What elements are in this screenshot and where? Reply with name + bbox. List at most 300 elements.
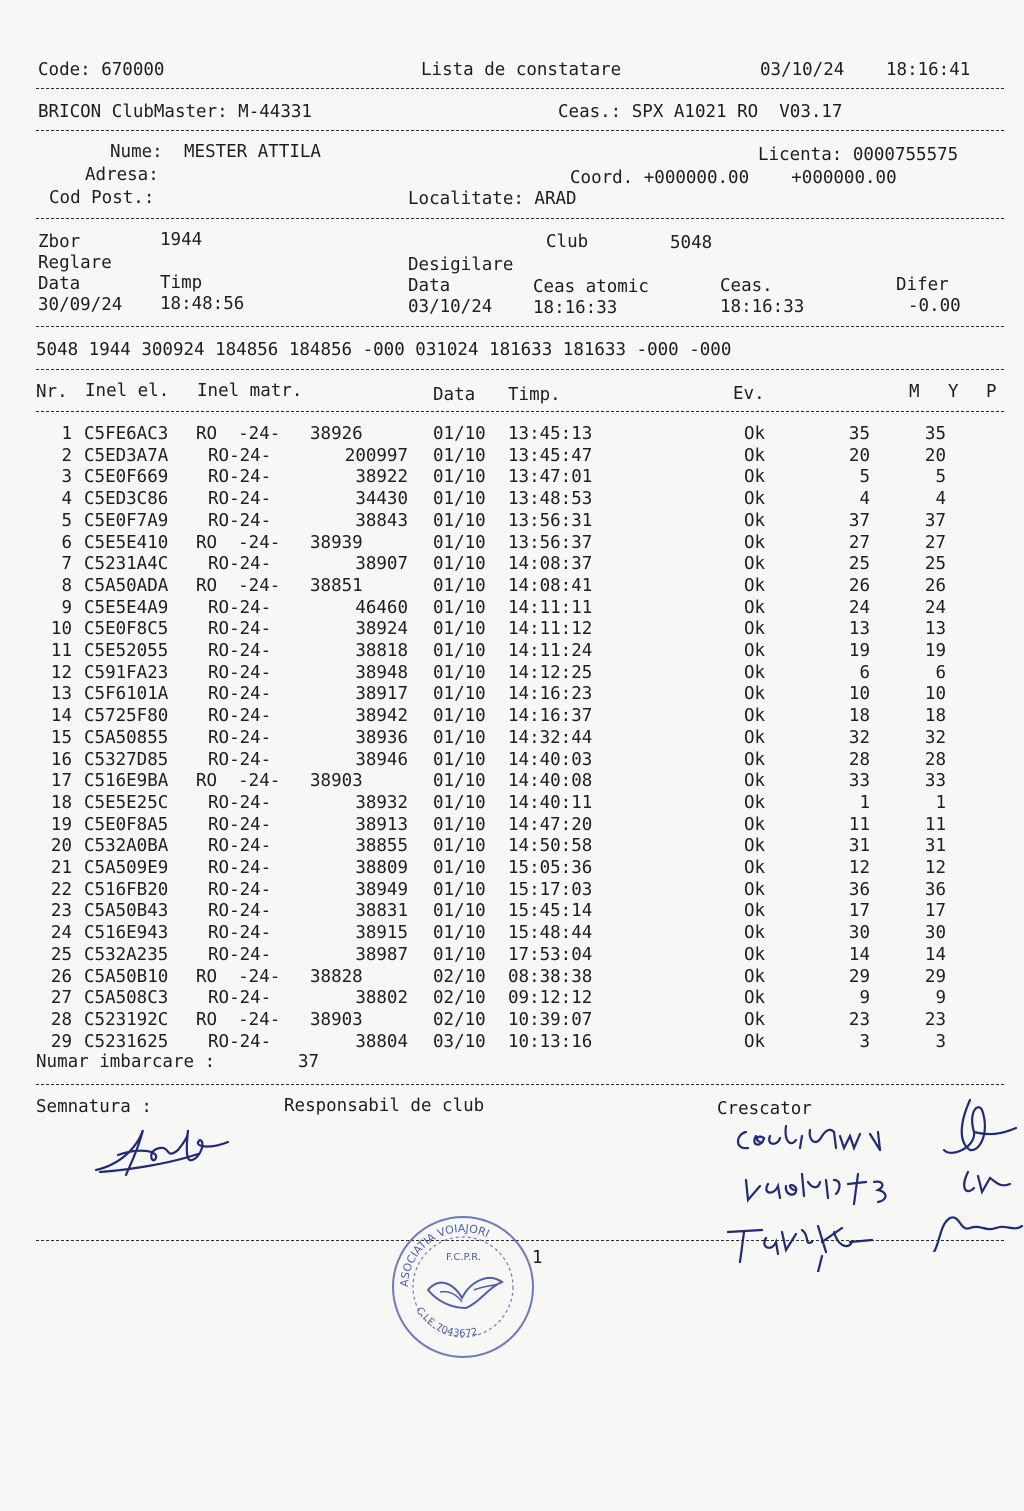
row-nr: 9 (61, 597, 72, 618)
svg-text:C.I.F. 7043672 (413, 1305, 478, 1339)
row-inel-prefix: RO -24- (196, 575, 281, 596)
row-time: 13:45:47 (508, 445, 593, 466)
table-row (0, 771, 1024, 793)
row-y: 19 (924, 641, 946, 661)
row-inel-prefix: RO-24- (208, 597, 272, 618)
row-inel-matr: 38917 (355, 684, 408, 705)
row-inel-prefix: RO-24- (208, 988, 272, 1009)
row-m: 24 (848, 597, 870, 618)
row-date: 01/10 (433, 510, 486, 531)
row-inel-el: C5E5E25C (84, 792, 169, 813)
row-inel-prefix: RO-24- (208, 944, 272, 965)
row-date: 01/10 (433, 858, 486, 878)
row-time: 13:45:13 (508, 424, 593, 444)
row-time: 14:40:08 (508, 771, 593, 792)
reglare-label: Reglare (38, 253, 112, 273)
document-title: Lista de constatare (421, 60, 622, 80)
col-timp: Timp. (508, 385, 561, 405)
flight-label: Zbor (38, 232, 81, 252)
row-y: 1 (935, 792, 946, 813)
row-inel-prefix: RO -24- (196, 424, 281, 444)
row-date: 01/10 (433, 684, 486, 705)
divider (36, 411, 1004, 412)
row-m: 26 (848, 575, 870, 596)
row-y: 35 (924, 424, 946, 444)
table-row (0, 576, 1024, 598)
row-time: 14:40:03 (508, 749, 593, 770)
stamp-text-top: ASOCIATIA VOIAJORI (397, 1221, 492, 1288)
row-inel-matr: 38903 (310, 771, 363, 792)
row-ev: Ok (744, 923, 766, 944)
ceas-label: Ceas. (720, 276, 773, 296)
code-label: Code: 670000 (38, 60, 165, 80)
header-time: 18:16:41 (886, 60, 971, 80)
row-nr: 25 (50, 944, 72, 965)
row-time: 13:56:37 (508, 532, 593, 553)
row-nr: 22 (50, 879, 72, 900)
row-ev: Ok (744, 575, 766, 596)
row-nr: 16 (50, 749, 72, 770)
row-inel-el: C5E0F7A9 (84, 510, 169, 531)
row-m: 23 (848, 1009, 870, 1030)
table-row (0, 901, 1024, 923)
col-p: P (986, 382, 997, 402)
row-inel-prefix: RO-24- (208, 792, 272, 813)
row-y: 20 (924, 445, 946, 466)
row-nr: 17 (50, 771, 72, 792)
row-nr: 12 (50, 662, 72, 683)
table-row (0, 793, 1024, 815)
row-m: 30 (848, 923, 870, 944)
row-inel-matr: 38939 (310, 532, 363, 553)
table-row (0, 923, 1024, 945)
row-inel-prefix: RO-24- (208, 727, 272, 748)
table-row (0, 641, 1024, 663)
row-m: 37 (848, 510, 870, 531)
row-inel-matr: 200997 (344, 445, 408, 466)
row-inel-matr: 38903 (310, 1009, 363, 1030)
row-y: 5 (935, 467, 946, 488)
row-inel-prefix: RO-24- (208, 901, 272, 922)
row-inel-prefix: RO-24- (208, 858, 272, 878)
row-ev: Ok (744, 467, 766, 488)
row-nr: 4 (61, 489, 72, 510)
table-row (0, 467, 1024, 489)
row-time: 09:12:12 (508, 988, 593, 1009)
row-ev: Ok (744, 445, 766, 466)
table-row (0, 728, 1024, 750)
row-y: 27 (924, 532, 946, 553)
name-label: Nume: (110, 142, 163, 162)
row-ev: Ok (744, 901, 766, 922)
row-inel-el: C5A50B10 (84, 966, 169, 987)
row-inel-el: C523192C (84, 1009, 169, 1030)
row-y: 23 (924, 1009, 946, 1030)
row-nr: 28 (50, 1009, 72, 1030)
row-ev: Ok (744, 662, 766, 683)
row-inel-matr: 38804 (355, 1031, 408, 1052)
row-inel-matr: 38907 (355, 554, 408, 575)
row-ev: Ok (744, 1031, 766, 1052)
clock-label: Ceas.: SPX A1021 RO V03.17 (558, 102, 843, 122)
timp-label: Timp (160, 273, 203, 293)
row-date: 01/10 (433, 749, 486, 770)
row-inel-prefix: RO-24- (208, 836, 272, 857)
row-inel-matr: 38831 (355, 901, 408, 922)
row-time: 15:45:14 (508, 901, 593, 922)
table-row (0, 815, 1024, 837)
row-y: 36 (924, 879, 946, 900)
header-date: 03/10/24 (760, 60, 845, 80)
club-responsible-label: Responsabil de club (284, 1096, 485, 1116)
row-nr: 26 (50, 966, 72, 987)
row-time: 15:48:44 (508, 923, 593, 944)
row-time: 14:11:11 (508, 597, 593, 618)
flight-number: 1944 (160, 230, 203, 250)
row-inel-prefix: RO-24- (208, 879, 272, 900)
row-m: 6 (859, 662, 870, 683)
divider (36, 369, 1004, 370)
boarding-count: 37 (298, 1052, 320, 1072)
row-inel-matr: 38948 (355, 662, 408, 683)
row-inel-el: C5E0F8C5 (84, 619, 169, 640)
row-inel-prefix: RO-24- (208, 619, 272, 640)
row-ev: Ok (744, 619, 766, 640)
row-inel-prefix: RO-24- (208, 1031, 272, 1052)
row-inel-el: C5231625 (84, 1031, 169, 1052)
row-ev: Ok (744, 424, 766, 444)
row-m: 12 (848, 858, 870, 878)
address-label: Adresa: (85, 165, 159, 185)
row-date: 01/10 (433, 489, 486, 510)
atomic-clock-time: 18:16:33 (533, 298, 618, 318)
row-time: 14:08:41 (508, 575, 593, 596)
row-inel-matr: 38987 (355, 944, 408, 965)
table-row (0, 598, 1024, 620)
desigilare-label: Desigilare (408, 255, 514, 275)
row-time: 08:38:38 (508, 966, 593, 987)
row-inel-el: C5A50B43 (84, 901, 169, 922)
row-y: 24 (924, 597, 946, 618)
row-inel-prefix: RO-24- (208, 814, 272, 835)
row-date: 02/10 (433, 966, 486, 987)
row-time: 14:12:25 (508, 662, 593, 683)
row-time: 14:16:37 (508, 706, 593, 727)
stamp-text-bottom: C.I.F. 7043672 (413, 1305, 479, 1340)
row-date: 02/10 (433, 1009, 486, 1030)
row-m: 18 (848, 706, 870, 727)
reglare-time: 18:48:56 (160, 294, 245, 314)
breeder-label: Crescator (717, 1099, 812, 1119)
row-y: 30 (924, 923, 946, 944)
row-nr: 19 (50, 814, 72, 835)
row-time: 10:39:07 (508, 1009, 593, 1030)
row-ev: Ok (744, 641, 766, 661)
row-m: 10 (848, 684, 870, 705)
divider (36, 88, 1004, 89)
row-ev: Ok (744, 489, 766, 510)
divider (36, 218, 1004, 219)
divider (36, 1084, 1004, 1085)
divider (36, 326, 1004, 327)
row-inel-matr: 38913 (355, 814, 408, 835)
row-y: 12 (924, 858, 946, 878)
page-number: 1 (532, 1248, 543, 1268)
row-m: 20 (848, 445, 870, 466)
club-responsible-signature (930, 1092, 1024, 1252)
row-ev: Ok (744, 554, 766, 575)
row-inel-el: C5E5E4A9 (84, 597, 169, 618)
row-time: 13:56:31 (508, 510, 593, 531)
row-inel-el: C5ED3A7A (84, 445, 169, 466)
row-ev: Ok (744, 749, 766, 770)
row-inel-el: C5FE6AC3 (84, 424, 169, 444)
row-inel-prefix: RO-24- (208, 489, 272, 510)
code-line: 5048 1944 300924 184856 184856 -000 031024 181633 181633 -000 -000 (36, 340, 732, 360)
row-inel-matr: 38818 (355, 641, 408, 661)
col-ev: Ev. (733, 384, 765, 404)
row-y: 26 (924, 575, 946, 596)
row-time: 13:48:53 (508, 489, 593, 510)
row-y: 29 (924, 966, 946, 987)
row-nr: 29 (50, 1031, 72, 1052)
row-date: 01/10 (433, 944, 486, 965)
table-row (0, 967, 1024, 989)
table-row (0, 836, 1024, 858)
row-y: 33 (924, 771, 946, 792)
row-ev: Ok (744, 1009, 766, 1030)
row-inel-el: C591FA23 (84, 662, 169, 683)
clock-difference: -0.00 (908, 296, 961, 316)
postcode-label: Cod Post.: (49, 188, 155, 208)
row-time: 14:32:44 (508, 727, 593, 748)
row-m: 14 (848, 944, 870, 965)
row-time: 14:16:23 (508, 684, 593, 705)
row-y: 14 (924, 944, 946, 965)
table-row (0, 489, 1024, 511)
row-m: 5 (859, 467, 870, 488)
row-ev: Ok (744, 727, 766, 748)
row-ev: Ok (744, 988, 766, 1009)
table-row (0, 988, 1024, 1010)
table-row (0, 446, 1024, 468)
stamp-text-mid: F.C.P.R. (446, 1252, 481, 1263)
row-inel-el: C5E52055 (84, 641, 169, 661)
row-date: 01/10 (433, 575, 486, 596)
col-y: Y (948, 382, 959, 402)
row-inel-prefix: RO-24- (208, 467, 272, 488)
row-inel-prefix: RO-24- (208, 641, 272, 661)
row-date: 01/10 (433, 554, 486, 575)
row-y: 17 (924, 901, 946, 922)
row-time: 14:40:11 (508, 792, 593, 813)
row-nr: 18 (50, 792, 72, 813)
row-inel-matr: 38843 (355, 510, 408, 531)
row-inel-prefix: RO-24- (208, 749, 272, 770)
row-y: 28 (924, 749, 946, 770)
row-m: 11 (848, 814, 870, 835)
row-date: 01/10 (433, 424, 486, 444)
row-time: 10:13:16 (508, 1031, 593, 1052)
row-inel-prefix: RO-24- (208, 706, 272, 727)
row-m: 32 (848, 727, 870, 748)
row-inel-matr: 38828 (310, 966, 363, 987)
row-inel-matr: 46460 (355, 597, 408, 618)
row-ev: Ok (744, 706, 766, 727)
breeder-signature-1 (730, 1120, 900, 1160)
table-row (0, 684, 1024, 706)
row-y: 11 (924, 814, 946, 835)
row-inel-el: C5E5E410 (84, 532, 169, 553)
table-row (0, 706, 1024, 728)
row-inel-el: C516E943 (84, 923, 169, 944)
breeder-signature-3 (722, 1212, 892, 1272)
row-nr: 13 (50, 684, 72, 705)
row-time: 14:50:58 (508, 836, 593, 857)
row-inel-matr: 34430 (355, 489, 408, 510)
row-y: 32 (924, 727, 946, 748)
row-inel-prefix: RO-24- (208, 510, 272, 531)
association-stamp (388, 1212, 538, 1362)
row-m: 9 (859, 988, 870, 1009)
row-y: 10 (924, 684, 946, 705)
row-m: 17 (848, 901, 870, 922)
col-nr: Nr. (36, 382, 68, 402)
data-label: Data (38, 274, 81, 294)
row-time: 13:47:01 (508, 467, 593, 488)
row-m: 1 (859, 792, 870, 813)
table-row (0, 945, 1024, 967)
row-nr: 21 (50, 858, 72, 878)
row-date: 01/10 (433, 597, 486, 618)
row-inel-prefix: RO-24- (208, 923, 272, 944)
row-date: 01/10 (433, 662, 486, 683)
row-inel-el: C5A508C3 (84, 988, 169, 1009)
row-m: 28 (848, 749, 870, 770)
row-inel-matr: 38851 (310, 575, 363, 596)
row-date: 01/10 (433, 814, 486, 835)
signature-scribble (88, 1120, 238, 1185)
row-inel-matr: 38855 (355, 836, 408, 857)
difer-label: Difer (896, 275, 949, 295)
row-time: 14:08:37 (508, 554, 593, 575)
row-m: 27 (848, 532, 870, 553)
row-nr: 15 (50, 727, 72, 748)
row-inel-el: C516E9BA (84, 771, 169, 792)
col-m: M (909, 382, 920, 402)
table-row (0, 880, 1024, 902)
row-m: 35 (848, 424, 870, 444)
table-row (0, 533, 1024, 555)
row-inel-matr: 38915 (355, 923, 408, 944)
row-inel-prefix: RO-24- (208, 684, 272, 705)
reglare-date: 30/09/24 (38, 295, 123, 315)
row-y: 6 (935, 662, 946, 683)
desigilare-date: 03/10/24 (408, 297, 493, 317)
row-inel-el: C5E0F669 (84, 467, 169, 488)
row-inel-el: C532A0BA (84, 836, 169, 857)
row-inel-prefix: RO-24- (208, 554, 272, 575)
row-inel-el: C5F6101A (84, 684, 169, 705)
row-nr: 1 (61, 424, 72, 444)
col-data: Data (433, 385, 476, 405)
coordinates: Coord. +000000.00 +000000.00 (570, 168, 897, 188)
row-date: 01/10 (433, 836, 486, 857)
row-m: 3 (859, 1031, 870, 1052)
table-row (0, 554, 1024, 576)
table-row (0, 1032, 1024, 1054)
atomic-clock-label: Ceas atomic (533, 277, 649, 297)
row-nr: 24 (50, 923, 72, 944)
row-ev: Ok (744, 597, 766, 618)
row-ev: Ok (744, 814, 766, 835)
row-inel-el: C5A50855 (84, 727, 169, 748)
boarding-label: Numar imbarcare : (36, 1052, 216, 1072)
row-y: 18 (924, 706, 946, 727)
row-inel-matr: 38936 (355, 727, 408, 748)
locality: Localitate: ARAD (408, 189, 577, 209)
row-date: 01/10 (433, 879, 486, 900)
row-inel-el: C516FB20 (84, 879, 169, 900)
row-m: 36 (848, 879, 870, 900)
row-nr: 7 (61, 554, 72, 575)
row-date: 02/10 (433, 988, 486, 1009)
table-row (0, 619, 1024, 641)
row-y: 9 (935, 988, 946, 1009)
row-time: 15:05:36 (508, 858, 593, 878)
row-inel-prefix: RO -24- (196, 966, 281, 987)
row-y: 4 (935, 489, 946, 510)
row-nr: 6 (61, 532, 72, 553)
row-date: 01/10 (433, 467, 486, 488)
table-row (0, 424, 1024, 446)
row-inel-el: C5ED3C86 (84, 489, 169, 510)
row-date: 01/10 (433, 532, 486, 553)
row-m: 4 (859, 489, 870, 510)
row-nr: 10 (50, 619, 72, 640)
divider (36, 130, 1004, 131)
row-nr: 5 (61, 510, 72, 531)
col-inel-el: Inel el. (85, 381, 170, 401)
row-date: 01/10 (433, 792, 486, 813)
row-nr: 14 (50, 706, 72, 727)
row-y: 25 (924, 554, 946, 575)
table-row (0, 1010, 1024, 1032)
row-time: 14:47:20 (508, 814, 593, 835)
row-inel-el: C5231A4C (84, 554, 169, 575)
row-inel-el: C532A235 (84, 944, 169, 965)
owner-name: MESTER ATTILA (184, 142, 321, 162)
row-ev: Ok (744, 858, 766, 878)
row-y: 3 (935, 1031, 946, 1052)
clock-time: 18:16:33 (720, 297, 805, 317)
row-ev: Ok (744, 879, 766, 900)
row-m: 25 (848, 554, 870, 575)
row-m: 29 (848, 966, 870, 987)
row-inel-matr: 38949 (355, 879, 408, 900)
row-inel-el: C5725F80 (84, 706, 169, 727)
row-nr: 2 (61, 445, 72, 466)
row-y: 31 (924, 836, 946, 857)
row-nr: 8 (61, 575, 72, 596)
row-ev: Ok (744, 966, 766, 987)
row-ev: Ok (744, 684, 766, 705)
breeder-signature-2 (738, 1160, 918, 1205)
row-inel-prefix: RO-24- (208, 445, 272, 466)
col-inel-matr: Inel matr. (197, 381, 303, 401)
row-inel-matr: 38926 (310, 424, 363, 444)
row-inel-el: C5327D85 (84, 749, 169, 770)
